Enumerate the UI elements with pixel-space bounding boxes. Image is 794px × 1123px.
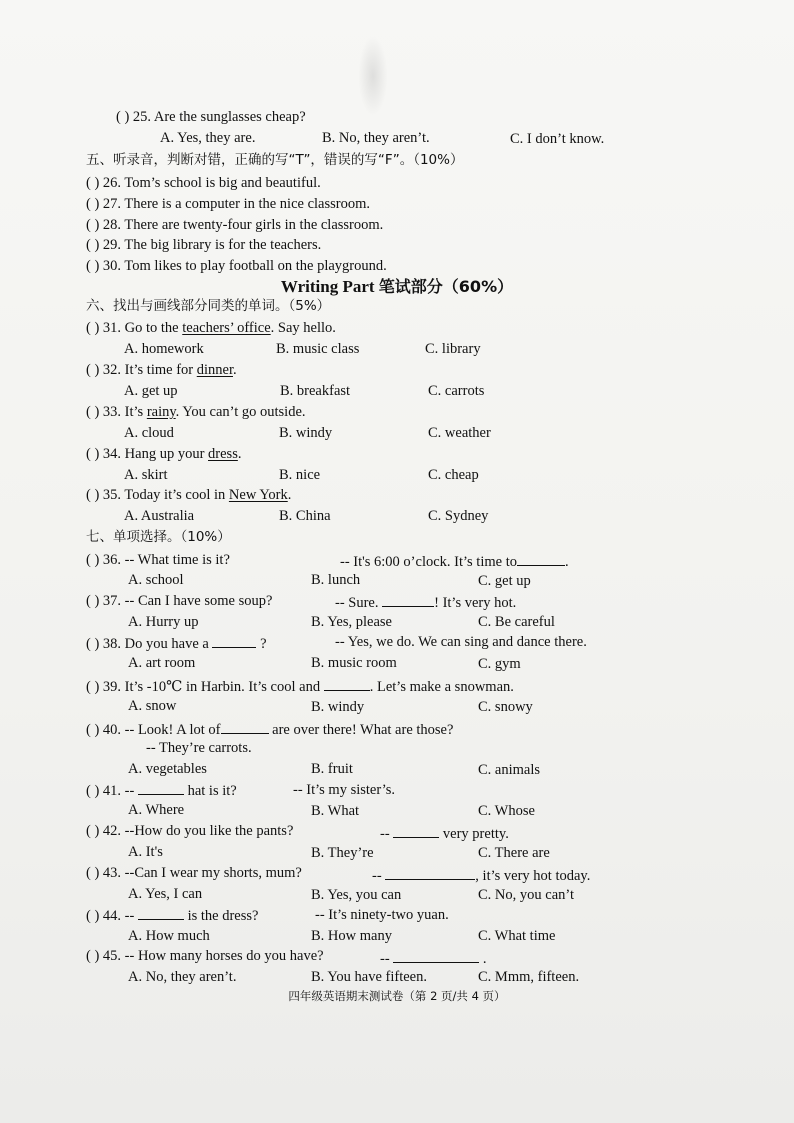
q31-option-a: A. homework (124, 341, 204, 357)
q43-option-a: A. Yes, I can (128, 886, 203, 902)
writing-part-cn: 笔试部分（60%） (378, 277, 514, 296)
q32-option-b: B. breakfast (280, 383, 351, 399)
q43-answer-line: -- , it’s very hot today. (372, 865, 590, 885)
q25-option-b: B. No, they aren’t. (322, 130, 430, 146)
q38-question: ( ) 38. Do you have a ? (86, 633, 267, 653)
q45-answer-line: -- . (380, 948, 487, 968)
q31-stem: ( ) 31. Go to the teachers’ office. Say hello. (86, 320, 336, 336)
q40-option-b: B. fruit (311, 761, 353, 777)
q44-option-a: A. How much (128, 928, 210, 944)
q33-stem: ( ) 33. It’s rainy. You can’t go outside. (86, 404, 306, 420)
section6-title: 六、找出与画线部分同类的单词。（5%） (86, 298, 331, 314)
q40-option-c: C. animals (478, 762, 541, 778)
q37-option-c: C. Be careful (478, 614, 555, 630)
section5-title: 五、听录音，判断对错，正确的写“T”，错误的写“F”。（10%） (86, 152, 464, 168)
q37-option-a: A. Hurry up (128, 614, 199, 630)
q28: ( ) 28. There are twenty-four girls in the classroom. (86, 217, 384, 233)
q43-blank (385, 865, 475, 880)
q25-option-c: C. I don’t know. (510, 131, 605, 147)
q36-option-a: A. school (128, 572, 184, 588)
q40-option-a: A. vegetables (128, 761, 207, 777)
q31-option-b: B. music class (276, 341, 360, 357)
q39-option-c: C. snowy (478, 699, 533, 715)
q42-option-c: C. There are (478, 845, 550, 861)
q25-stem: ( ) 25. Are the sunglasses cheap? (116, 109, 306, 125)
q35-option-a: A. Australia (124, 508, 195, 524)
q34-stem: ( ) 34. Hang up your dress. (86, 446, 242, 462)
q43-question: ( ) 43. --Can I wear my shorts, mum? (86, 865, 302, 881)
q36-option-c: C. get up (478, 573, 531, 589)
q45-option-c: C. Mmm, fifteen. (478, 969, 580, 985)
q41-blank (138, 780, 184, 795)
q39-blank (324, 676, 370, 691)
q44-option-b: B. How many (311, 928, 392, 944)
page-footer: 四年级英语期末测试卷（第 2 页/共 4 页） (288, 989, 506, 1003)
q33-option-b: B. windy (279, 425, 333, 441)
q41-option-a: A. Where (128, 802, 185, 818)
q38-option-a: A. art room (128, 655, 196, 671)
q30: ( ) 30. Tom likes to play football on the playground. (86, 258, 387, 274)
q37-question: ( ) 37. -- Can I have some soup? (86, 593, 273, 609)
q36-question: ( ) 36. -- What time is it? (86, 552, 230, 568)
writing-part-heading (0, 274, 794, 297)
q41-question: ( ) 41. -- hat is it? (86, 780, 237, 800)
q42-option-b: B. They’re (311, 845, 374, 861)
q43-option-c: C. No, you can’t (478, 887, 574, 903)
q42-blank (393, 823, 439, 838)
q33-option-a: A. cloud (124, 425, 174, 441)
q33-underlined: rainy (146, 404, 176, 420)
q32-option-a: A. get up (124, 383, 178, 399)
q38-option-c: C. gym (478, 656, 521, 672)
q41-answer: -- It’s my sister’s. (293, 782, 396, 798)
q44-answer: -- It’s ninety-two yuan. (315, 907, 449, 923)
q39-option-a: A. snow (128, 698, 177, 714)
q26: ( ) 26. Tom’s school is big and beautiful. (86, 175, 321, 191)
q34-option-c: C. cheap (428, 467, 479, 483)
q42-option-a: A. It's (128, 844, 163, 860)
q44-question: ( ) 44. -- is the dress? (86, 905, 258, 925)
q34-option-b: B. nice (279, 467, 321, 483)
q45-option-a: A. No, they aren’t. (128, 969, 237, 985)
q44-option-c: C. What time (478, 928, 556, 944)
q42-answer-line: -- very pretty. (380, 823, 509, 843)
q43-option-b: B. Yes, you can (311, 887, 402, 903)
q37-answer-line: -- Sure. ! It’s very hot. (335, 592, 516, 612)
q32-stem: ( ) 32. It’s time for dinner. (86, 362, 237, 378)
q27: ( ) 27. There is a computer in the nice classroom. (86, 196, 371, 212)
q25-option-a: A. Yes, they are. (160, 130, 256, 146)
q35-option-b: B. China (279, 508, 331, 524)
writing-part-en: Writing Part (280, 277, 375, 296)
q41-option-b: B. What (311, 803, 360, 819)
q45-option-b: B. You have fifteen. (311, 969, 427, 985)
q38-blank (212, 633, 256, 648)
q38-answer: -- Yes, we do. We can sing and dance there. (335, 634, 587, 650)
q44-blank (138, 905, 184, 920)
q40-question: ( ) 40. -- Look! A lot of are over there! What are those? (86, 719, 453, 739)
q45-question: ( ) 45. -- How many horses do you have? (86, 948, 324, 964)
section7-title: 七、单项选择。（10%） (86, 529, 231, 545)
q32-option-c: C. carrots (428, 383, 485, 399)
q34-underlined: dress (208, 446, 238, 462)
q32-underlined: dinner (196, 362, 233, 378)
q35-underlined: New York (228, 487, 288, 503)
q29: ( ) 29. The big library is for the teachers. (86, 237, 322, 253)
q41-option-c: C. Whose (478, 803, 535, 819)
q36-blank (517, 551, 565, 566)
q36-option-b: B. lunch (311, 572, 361, 588)
q35-stem: ( ) 35. Today it’s cool in New York. (86, 487, 292, 503)
q40-blank (221, 719, 269, 734)
q38-option-b: B. music room (311, 655, 397, 671)
q39-question: ( ) 39. It’s -10℃ in Harbin. It’s cool and . Let’s make a snowman. (86, 676, 514, 696)
q36-answer-line: -- It's 6:00 o’clock. It’s time to . (340, 551, 569, 571)
q42-question: ( ) 42. --How do you like the pants? (86, 823, 294, 839)
q39-option-b: B. windy (311, 699, 365, 715)
q37-blank (382, 592, 434, 607)
q45-blank (393, 948, 479, 963)
q33-option-c: C. weather (428, 425, 491, 441)
q31-underlined: teachers’ office (182, 320, 271, 336)
q37-option-b: B. Yes, please (311, 614, 392, 630)
scan-smudge (358, 36, 388, 116)
q34-option-a: A. skirt (124, 467, 168, 483)
q40-sub: -- They’re carrots. (146, 740, 252, 756)
q35-option-c: C. Sydney (428, 508, 489, 524)
q31-option-c: C. library (425, 341, 481, 357)
